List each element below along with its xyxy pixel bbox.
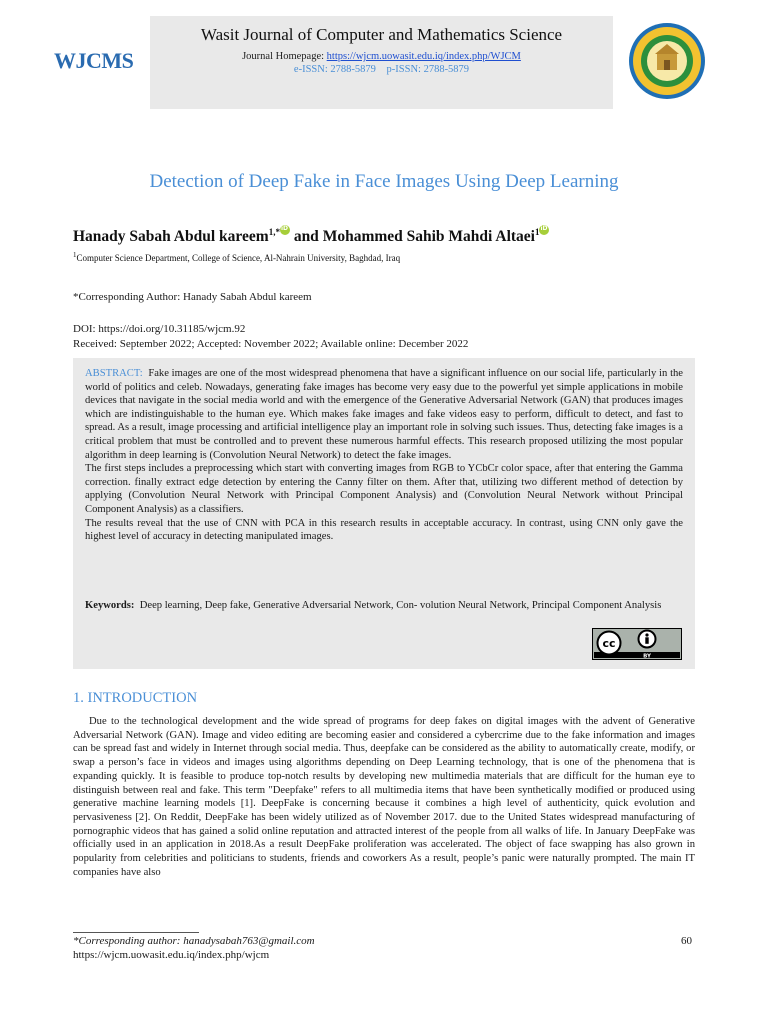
affiliation-text: Computer Science Department, College of Science, Al-Nahrain University, Baghdad, Iraq: [76, 253, 401, 263]
abstract: [85, 367, 683, 544]
keywords-label: Keywords:: [85, 600, 135, 611]
author-line: [73, 225, 549, 246]
pissn: p-ISSN: 2788-5879: [386, 64, 470, 75]
corresponding-author: *Corresponding Author: Hanady Sabah Abdul kareem: [73, 291, 312, 303]
page-number: 60: [681, 935, 692, 947]
issn-line: [150, 64, 613, 75]
keywords-text: Deep learning, Deep fake, Generative Adversarial Network, Con- volution Neural Network, Principal Component Analysis: [139, 600, 662, 611]
author-1: Hanady Sabah Abdul kareem: [73, 228, 269, 246]
footnote-email: *Corresponding author: hanadysabah763@gmail.com: [73, 935, 315, 947]
abstract-text-1: Fake images are one of the most widespread phenomena that have a significant influence on our social life, particularly in the world of politics and celeb. Nowadays, generating fake images has become very easy due to the powerful yet simple applications in mobile devices that navigate in the social media world and with the emergence of the Generative Adversarial Network (GAN) that produces images which are indistinguishable to the human eye. Which makes fake images and fake videos easy to perform, difficult to detect, and fast to spread. As a result, image processing and artificial intelligence play an important role in solving such issues. Thus, detecting fake images is a critical problem that must be controlled and to prevent these numerous harmful effects. This research proposed utilizing the most popular algorithm in deep learning is (Convolution Neural Network) to detect the fake images.: [85, 368, 684, 461]
journal-logo: WJCMS: [54, 48, 134, 73]
author-2-affil: 1: [534, 227, 540, 237]
author-1-affil: 1,*: [268, 227, 280, 237]
author-conjunction: and: [289, 228, 323, 246]
footer-url[interactable]: https://wjcm.uowasit.edu.iq/index.php/wjcm: [73, 949, 270, 961]
paper-title: Detection of Deep Fake in Face Images Using Deep Learning: [149, 171, 619, 192]
footnote-rule: [73, 932, 199, 933]
affiliation: [73, 251, 400, 263]
cc-by-license-icon[interactable]: [592, 628, 682, 660]
affiliation-marker: 1: [73, 251, 77, 259]
journal-homepage: [150, 51, 613, 62]
keywords: [85, 599, 683, 613]
section-heading-introduction: 1. INTRODUCTION: [73, 690, 198, 706]
dates: Received: September 2022; Accepted: November 2022; Available online: December 2022: [73, 338, 469, 350]
homepage-label: Journal Homepage:: [242, 51, 327, 62]
abstract-paragraph-1: [85, 367, 683, 462]
abstract-paragraph-2: The first steps includes a preprocessing which start with converting images from RGB to YCbCr color space, after that entering the Gamma correction. finally extract edge detection by entering the Canny filter on them. After that, utilizing two different method of detection by applying (Convolution Neural Network with Principal Component Analysis) and (Convolution Neural Network without Principal Component Analysis) as a classifiers.: [85, 463, 683, 515]
orcid-icon[interactable]: [280, 225, 290, 235]
abstract-paragraph-3: The results reveal that the use of CNN with PCA in this research results in acceptable accuracy. In contrast, using CNN only gave the highest level of accuracy in detecting manipulated images.: [85, 517, 683, 543]
introduction-text: Due to the technological development and the wide spread of programs for deep fakes on digital images with the advent of Generative Adversarial Network (GAN). Image and video editing are becoming easier and considered a cybercrime due to the fake information and images can be spread fast and widely in Internet through social media. Thus, deepfake can be considered as the ability to automatically create, modify, or swap a person’s face in videos and images using algorithms depending on Deep Learning technology, that is one of the phenomena that is expanding quickly. It is feasible to produce top-notch results by developing new multimedia materials that are difficult for the human eye to distinguish between real and fake. This term "Deepfake" refers to all multimedia items that have been synthetically modified or produced using generative machine learning models [1]. DeepFake is concerning because it combines a high level of authenticity, quick evolution and pervasiveness [2]. On Reddit, DeepFake has been widely utilized as of November 2017. due to the United States widespread manufacturing of pornographic videos that has gained a solid online reputation and attracted interest of the people from all walks of life. In January DeepFake was officially used in an application in 2018.As a result DeepFake proliferation was accelerated. The object of face swapping has also grown in popularity from celebrities and politicians to students, friends and coworkers As a result, people’s panic were naturally prompted. The main IT companies have also: [73, 716, 695, 878]
eissn: e-ISSN: 2788-5879: [293, 64, 376, 75]
license-label: BY: [643, 653, 651, 660]
svg-text:cc: cc: [602, 637, 616, 650]
journal-header: [150, 16, 613, 109]
doi[interactable]: DOI: https://doi.org/10.31185/wjcm.92: [73, 323, 246, 335]
abstract-box: [73, 358, 695, 669]
orcid-icon[interactable]: [539, 225, 549, 235]
abstract-heading: ABSTRACT:: [85, 368, 143, 379]
university-seal-icon: [628, 22, 706, 100]
author-2: Mohammed Sahib Mahdi Altaei: [322, 228, 535, 246]
homepage-link[interactable]: https://wjcm.uowasit.edu.iq/index.php/WJCM: [326, 51, 521, 62]
publication-info: [73, 322, 468, 352]
journal-name: Wasit Journal of Computer and Mathematics Science: [200, 25, 563, 44]
